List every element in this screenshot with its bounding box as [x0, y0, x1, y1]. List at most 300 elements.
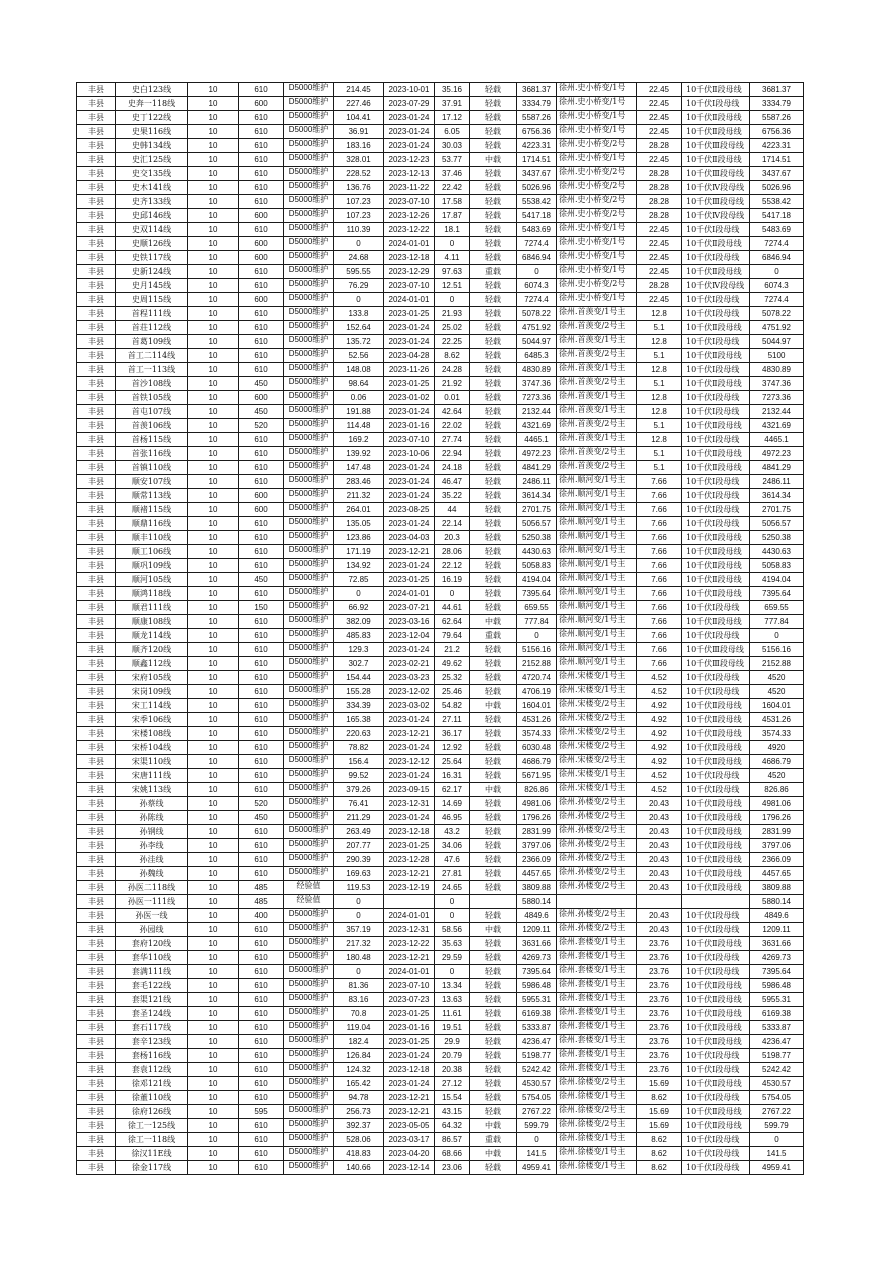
voltage-cell: 10 — [188, 811, 239, 825]
table-row — [77, 671, 804, 685]
load-rate-cell: 62.64 — [435, 615, 470, 629]
busbar-cell: 10千伏Ⅰ段母线 — [682, 223, 750, 237]
date-cell: 2023-01-25 — [384, 573, 435, 587]
table-row — [77, 321, 804, 335]
rated-current-cell: 610 — [239, 923, 284, 937]
load-status-cell: 轻载 — [470, 951, 517, 965]
load-status-cell: 轻载 — [470, 279, 517, 293]
transformer-load-cell: 22.45 — [637, 111, 682, 125]
voltage-cell: 10 — [188, 489, 239, 503]
load-status-cell: 中载 — [470, 153, 517, 167]
line-name-cell: 首程111线 — [116, 307, 188, 321]
table-row — [77, 125, 804, 139]
rated-current-cell: 610 — [239, 153, 284, 167]
load-rate-cell: 27.12 — [435, 1077, 470, 1091]
capacity-cell: 5198.77 — [750, 1049, 804, 1063]
available-capacity-cell: 777.84 — [517, 615, 557, 629]
county-cell: 丰县 — [77, 657, 116, 671]
county-cell: 丰县 — [77, 111, 116, 125]
capacity-cell: 5242.42 — [750, 1063, 804, 1077]
table-row — [77, 405, 804, 419]
max-current-cell: 191.88 — [334, 405, 384, 419]
max-current-cell: 104.41 — [334, 111, 384, 125]
voltage-cell: 10 — [188, 461, 239, 475]
capacity-cell: 141.5 — [750, 1147, 804, 1161]
load-rate-cell: 44 — [435, 503, 470, 517]
load-status-cell: 轻载 — [470, 377, 517, 391]
load-rate-cell: 27.81 — [435, 867, 470, 881]
available-capacity-cell: 4830.89 — [517, 363, 557, 377]
transformer-cell: 徐州.徐楼变/2号主 — [557, 1105, 637, 1119]
load-status-cell: 重载 — [470, 629, 517, 643]
county-cell: 丰县 — [77, 741, 116, 755]
table-row — [77, 111, 804, 125]
busbar-cell: 10千伏Ⅱ段母线 — [682, 125, 750, 139]
transformer-cell: 徐州.孙楼变/2号主 — [557, 839, 637, 853]
available-capacity-cell: 826.86 — [517, 783, 557, 797]
available-capacity-cell: 5955.31 — [517, 993, 557, 1007]
date-cell: 2023-12-26 — [384, 209, 435, 223]
date-cell: 2023-10-06 — [384, 447, 435, 461]
voltage-cell: 10 — [188, 209, 239, 223]
load-status-cell: 轻载 — [470, 97, 517, 111]
load-rate-cell: 15.54 — [435, 1091, 470, 1105]
voltage-cell: 10 — [188, 349, 239, 363]
transformer-cell: 徐州.顺河变/1号主 — [557, 489, 637, 503]
county-cell: 丰县 — [77, 825, 116, 839]
load-rate-cell: 44.61 — [435, 601, 470, 615]
county-cell: 丰县 — [77, 489, 116, 503]
transformer-load-cell: 23.76 — [637, 937, 682, 951]
max-current-cell: 140.66 — [334, 1161, 384, 1175]
load-rate-cell: 17.12 — [435, 111, 470, 125]
voltage-cell: 10 — [188, 825, 239, 839]
line-name-cell: 史齐133线 — [116, 195, 188, 209]
date-cell: 2023-01-25 — [384, 1035, 435, 1049]
county-cell: 丰县 — [77, 671, 116, 685]
date-cell: 2023-12-18 — [384, 825, 435, 839]
load-rate-cell: 27.11 — [435, 713, 470, 727]
max-current-cell: 214.45 — [334, 83, 384, 97]
date-cell: 2023-01-24 — [384, 517, 435, 531]
load-rate-cell: 35.22 — [435, 489, 470, 503]
busbar-cell: 10千伏Ⅱ段母线 — [682, 447, 750, 461]
transformer-cell: 徐州.史小桥变/1号 — [557, 237, 637, 251]
transformer-cell: 徐州.徐楼变/2号主 — [557, 1077, 637, 1091]
county-cell: 丰县 — [77, 209, 116, 223]
load-rate-cell: 37.46 — [435, 167, 470, 181]
load-rate-cell: 12.51 — [435, 279, 470, 293]
busbar-cell: 10千伏Ⅱ段母线 — [682, 853, 750, 867]
load-rate-cell: 18.1 — [435, 223, 470, 237]
available-capacity-cell: 3631.66 — [517, 937, 557, 951]
capacity-cell: 4830.89 — [750, 363, 804, 377]
load-status-cell: 轻载 — [470, 83, 517, 97]
max-current-cell: 99.52 — [334, 769, 384, 783]
transformer-load-cell: 22.45 — [637, 237, 682, 251]
available-capacity-cell: 5333.87 — [517, 1021, 557, 1035]
table-row — [77, 195, 804, 209]
county-cell: 丰县 — [77, 1161, 116, 1175]
load-status-cell: 轻载 — [470, 349, 517, 363]
load-rate-cell: 25.02 — [435, 321, 470, 335]
busbar-cell: 10千伏Ⅰ段母线 — [682, 475, 750, 489]
load-status-cell: 轻载 — [470, 937, 517, 951]
date-cell: 2023-10-01 — [384, 83, 435, 97]
rated-current-cell: 450 — [239, 405, 284, 419]
date-cell: 2023-12-04 — [384, 629, 435, 643]
capacity-cell: 3437.67 — [750, 167, 804, 181]
max-current-cell: 180.48 — [334, 951, 384, 965]
voltage-cell: 10 — [188, 293, 239, 307]
capacity-cell: 5156.16 — [750, 643, 804, 657]
county-cell: 丰县 — [77, 881, 116, 895]
capacity-cell: 3574.33 — [750, 727, 804, 741]
load-status-cell: 轻载 — [470, 139, 517, 153]
voltage-cell: 10 — [188, 153, 239, 167]
date-cell: 2023-12-21 — [384, 867, 435, 881]
capacity-cell: 7395.64 — [750, 587, 804, 601]
transformer-cell: 徐州.顺河变/1号主 — [557, 559, 637, 573]
load-status-cell: 轻载 — [470, 755, 517, 769]
capacity-cell: 5417.18 — [750, 209, 804, 223]
voltage-cell: 10 — [188, 1119, 239, 1133]
line-name-cell: 宋姚113线 — [116, 783, 188, 797]
load-status-cell: 轻载 — [470, 601, 517, 615]
busbar-cell: 10千伏Ⅱ段母线 — [682, 461, 750, 475]
max-current-cell: 220.63 — [334, 727, 384, 741]
transformer-load-cell: 4.92 — [637, 699, 682, 713]
rated-current-cell: 450 — [239, 573, 284, 587]
busbar-cell: 10千伏Ⅱ段母线 — [682, 573, 750, 587]
load-rate-cell: 24.28 — [435, 363, 470, 377]
load-rate-cell: 22.12 — [435, 559, 470, 573]
transformer-load-cell: 20.43 — [637, 881, 682, 895]
date-cell: 2023-07-10 — [384, 433, 435, 447]
line-name-cell: 顺常113线 — [116, 489, 188, 503]
table-row — [77, 559, 804, 573]
source-cell: D5000维护 — [284, 349, 334, 363]
county-cell: 丰县 — [77, 895, 116, 909]
county-cell: 丰县 — [77, 643, 116, 657]
table-row — [77, 419, 804, 433]
busbar-cell: 10千伏Ⅰ段母线 — [682, 503, 750, 517]
source-cell: D5000维护 — [284, 391, 334, 405]
rated-current-cell: 600 — [239, 293, 284, 307]
county-cell: 丰县 — [77, 867, 116, 881]
rated-current-cell: 610 — [239, 783, 284, 797]
county-cell: 丰县 — [77, 377, 116, 391]
table-row — [77, 475, 804, 489]
rated-current-cell: 610 — [239, 335, 284, 349]
available-capacity-cell: 4530.57 — [517, 1077, 557, 1091]
busbar-cell: 10千伏Ⅰ段母线 — [682, 1133, 750, 1147]
capacity-cell: 2767.22 — [750, 1105, 804, 1119]
voltage-cell: 10 — [188, 1105, 239, 1119]
voltage-cell: 10 — [188, 1063, 239, 1077]
transformer-load-cell: 20.43 — [637, 825, 682, 839]
voltage-cell: 10 — [188, 783, 239, 797]
load-status-cell: 轻载 — [470, 419, 517, 433]
table-row — [77, 825, 804, 839]
voltage-cell: 10 — [188, 363, 239, 377]
capacity-cell: 4520 — [750, 671, 804, 685]
capacity-cell: 5044.97 — [750, 335, 804, 349]
transformer-load-cell: 23.76 — [637, 1049, 682, 1063]
line-name-cell: 首葛109线 — [116, 335, 188, 349]
date-cell: 2023-01-24 — [384, 139, 435, 153]
voltage-cell: 10 — [188, 909, 239, 923]
county-cell: 丰县 — [77, 615, 116, 629]
busbar-cell: 10千伏Ⅰ段母线 — [682, 489, 750, 503]
capacity-cell: 5078.22 — [750, 307, 804, 321]
date-cell: 2023-01-24 — [384, 1077, 435, 1091]
source-cell: D5000维护 — [284, 1077, 334, 1091]
load-rate-cell: 4.11 — [435, 251, 470, 265]
line-name-cell: 孙园线 — [116, 923, 188, 937]
transformer-cell: 徐州.史小桥变/1号 — [557, 111, 637, 125]
load-rate-cell: 47.6 — [435, 853, 470, 867]
source-cell: D5000维护 — [284, 363, 334, 377]
rated-current-cell: 610 — [239, 1021, 284, 1035]
available-capacity-cell: 6074.3 — [517, 279, 557, 293]
load-rate-cell: 0 — [435, 293, 470, 307]
max-current-cell: 392.37 — [334, 1119, 384, 1133]
county-cell: 丰县 — [77, 321, 116, 335]
max-current-cell: 156.4 — [334, 755, 384, 769]
available-capacity-cell: 3574.33 — [517, 727, 557, 741]
transformer-load-cell: 28.28 — [637, 181, 682, 195]
county-cell: 丰县 — [77, 545, 116, 559]
busbar-cell: 10千伏Ⅱ段母线 — [682, 587, 750, 601]
max-current-cell: 133.8 — [334, 307, 384, 321]
table-row — [77, 1021, 804, 1035]
capacity-cell: 2831.99 — [750, 825, 804, 839]
table-row — [77, 447, 804, 461]
available-capacity-cell: 4686.79 — [517, 755, 557, 769]
date-cell: 2023-07-29 — [384, 97, 435, 111]
rated-current-cell: 610 — [239, 545, 284, 559]
rated-current-cell: 610 — [239, 139, 284, 153]
busbar-cell: 10千伏Ⅱ段母线 — [682, 153, 750, 167]
voltage-cell: 10 — [188, 559, 239, 573]
max-current-cell: 0 — [334, 909, 384, 923]
transformer-cell: 徐州.套楼变/1号主 — [557, 937, 637, 951]
source-cell: D5000维护 — [284, 405, 334, 419]
load-status-cell: 轻载 — [470, 237, 517, 251]
line-name-cell: 宋楼108线 — [116, 727, 188, 741]
line-name-cell: 首杨115线 — [116, 433, 188, 447]
transformer-load-cell: 23.76 — [637, 965, 682, 979]
date-cell: 2023-03-17 — [384, 1133, 435, 1147]
transformer-load-cell: 8.62 — [637, 1133, 682, 1147]
transformer-load-cell: 22.45 — [637, 125, 682, 139]
capacity-cell: 5754.05 — [750, 1091, 804, 1105]
table-row — [77, 335, 804, 349]
load-rate-cell: 22.25 — [435, 335, 470, 349]
transformer-cell: 徐州.顺河变/1号主 — [557, 601, 637, 615]
load-rate-cell: 20.38 — [435, 1063, 470, 1077]
transformer-cell: 徐州.徐楼变/1号主 — [557, 1133, 637, 1147]
transformer-load-cell: 8.62 — [637, 1161, 682, 1175]
county-cell: 丰县 — [77, 307, 116, 321]
source-cell: D5000维护 — [284, 1147, 334, 1161]
load-rate-cell: 16.31 — [435, 769, 470, 783]
busbar-cell: 10千伏Ⅱ段母线 — [682, 349, 750, 363]
source-cell: D5000维护 — [284, 335, 334, 349]
voltage-cell: 10 — [188, 125, 239, 139]
transformer-cell: 徐州.宋楼变/2号主 — [557, 727, 637, 741]
transformer-load-cell: 4.92 — [637, 755, 682, 769]
transformer-cell: 徐州.史小桥变/1号 — [557, 125, 637, 139]
voltage-cell: 10 — [188, 265, 239, 279]
date-cell: 2023-01-02 — [384, 391, 435, 405]
line-name-cell: 首镇110线 — [116, 461, 188, 475]
busbar-cell: 10千伏Ⅰ段母线 — [682, 363, 750, 377]
busbar-cell: 10千伏Ⅱ段母线 — [682, 741, 750, 755]
load-status-cell: 轻载 — [470, 111, 517, 125]
transformer-load-cell: 28.28 — [637, 139, 682, 153]
date-cell: 2023-03-02 — [384, 699, 435, 713]
date-cell: 2023-07-10 — [384, 279, 435, 293]
load-rate-cell: 21.93 — [435, 307, 470, 321]
capacity-cell: 3334.79 — [750, 97, 804, 111]
source-cell: D5000维护 — [284, 489, 334, 503]
source-cell: D5000维护 — [284, 853, 334, 867]
transformer-cell: 徐州.顺河变/1号主 — [557, 573, 637, 587]
load-status-cell: 轻载 — [470, 209, 517, 223]
table-row — [77, 741, 804, 755]
transformer-load-cell: 7.66 — [637, 545, 682, 559]
busbar-cell: 10千伏Ⅰ段母线 — [682, 685, 750, 699]
voltage-cell: 10 — [188, 727, 239, 741]
busbar-cell: 10千伏Ⅰ段母线 — [682, 1063, 750, 1077]
transformer-cell: 徐州.徐楼变/2号主 — [557, 1119, 637, 1133]
transformer-load-cell: 7.66 — [637, 517, 682, 531]
available-capacity-cell: 3614.34 — [517, 489, 557, 503]
busbar-cell: 10千伏Ⅱ段母线 — [682, 1077, 750, 1091]
source-cell: D5000维护 — [284, 979, 334, 993]
line-name-cell: 宋季106线 — [116, 713, 188, 727]
transformer-cell: 徐州.孙楼变/2号主 — [557, 881, 637, 895]
load-status-cell: 轻载 — [470, 545, 517, 559]
county-cell: 丰县 — [77, 167, 116, 181]
capacity-cell: 4686.79 — [750, 755, 804, 769]
date-cell: 2023-11-26 — [384, 363, 435, 377]
county-cell: 丰县 — [77, 349, 116, 363]
table-row — [77, 433, 804, 447]
county-cell: 丰县 — [77, 727, 116, 741]
capacity-cell: 4223.31 — [750, 139, 804, 153]
transformer-cell: 徐州.孙楼变/2号主 — [557, 909, 637, 923]
source-cell: D5000维护 — [284, 867, 334, 881]
max-current-cell: 183.16 — [334, 139, 384, 153]
capacity-cell: 3614.34 — [750, 489, 804, 503]
available-capacity-cell: 4841.29 — [517, 461, 557, 475]
transformer-cell: 徐州.宋楼变/2号主 — [557, 713, 637, 727]
load-rate-cell: 17.87 — [435, 209, 470, 223]
date-cell: 2023-12-12 — [384, 755, 435, 769]
source-cell: 经验值 — [284, 895, 334, 909]
line-name-cell: 孙医一111线 — [116, 895, 188, 909]
transformer-load-cell: 15.69 — [637, 1077, 682, 1091]
date-cell: 2023-12-18 — [384, 251, 435, 265]
line-name-cell: 徐金117线 — [116, 1161, 188, 1175]
transformer-cell: 徐州.顺河变/1号主 — [557, 503, 637, 517]
source-cell: D5000维护 — [284, 545, 334, 559]
transformer-cell: 徐州.史小桥变/1号 — [557, 251, 637, 265]
max-current-cell: 207.77 — [334, 839, 384, 853]
rated-current-cell: 610 — [239, 1119, 284, 1133]
source-cell: D5000维护 — [284, 419, 334, 433]
county-cell: 丰县 — [77, 153, 116, 167]
table-row — [77, 279, 804, 293]
available-capacity-cell: 4959.41 — [517, 1161, 557, 1175]
available-capacity-cell: 4321.69 — [517, 419, 557, 433]
load-rate-cell: 25.64 — [435, 755, 470, 769]
max-current-cell: 169.63 — [334, 867, 384, 881]
table-row — [77, 181, 804, 195]
date-cell: 2023-07-21 — [384, 601, 435, 615]
line-name-cell: 顺鑫112线 — [116, 657, 188, 671]
load-status-cell: 轻载 — [470, 1063, 517, 1077]
voltage-cell: 10 — [188, 391, 239, 405]
rated-current-cell: 610 — [239, 1035, 284, 1049]
transformer-load-cell: 23.76 — [637, 1063, 682, 1077]
source-cell: D5000维护 — [284, 279, 334, 293]
rated-current-cell: 610 — [239, 685, 284, 699]
voltage-cell: 10 — [188, 307, 239, 321]
voltage-cell: 10 — [188, 881, 239, 895]
capacity-cell: 659.55 — [750, 601, 804, 615]
date-cell: 2023-01-25 — [384, 1007, 435, 1021]
available-capacity-cell: 1796.26 — [517, 811, 557, 825]
table-row — [77, 1161, 804, 1175]
transformer-cell: 徐州.宋楼变/1号主 — [557, 783, 637, 797]
busbar-cell: 10千伏Ⅱ段母线 — [682, 979, 750, 993]
county-cell: 丰县 — [77, 699, 116, 713]
table-row — [77, 363, 804, 377]
transformer-cell: 徐州.首羡变/2号主 — [557, 321, 637, 335]
county-cell: 丰县 — [77, 713, 116, 727]
source-cell: D5000维护 — [284, 1021, 334, 1035]
line-name-cell: 孙李线 — [116, 839, 188, 853]
available-capacity-cell: 1209.11 — [517, 923, 557, 937]
busbar-cell: 10千伏Ⅰ段母线 — [682, 251, 750, 265]
rated-current-cell: 610 — [239, 1091, 284, 1105]
transformer-load-cell: 8.62 — [637, 1091, 682, 1105]
date-cell: 2023-12-29 — [384, 265, 435, 279]
load-status-cell: 轻载 — [470, 811, 517, 825]
available-capacity-cell: 6169.38 — [517, 1007, 557, 1021]
transformer-cell: 徐州.孙楼变/2号主 — [557, 797, 637, 811]
available-capacity-cell: 4706.19 — [517, 685, 557, 699]
table-body — [77, 83, 804, 1175]
transformer-load-cell: 7.66 — [637, 475, 682, 489]
county-cell: 丰县 — [77, 951, 116, 965]
transformer-load-cell: 7.66 — [637, 489, 682, 503]
busbar-cell: 10千伏Ⅱ段母线 — [682, 727, 750, 741]
county-cell: 丰县 — [77, 1147, 116, 1161]
table-row — [77, 895, 804, 909]
line-name-cell: 徐董110线 — [116, 1091, 188, 1105]
available-capacity-cell: 5242.42 — [517, 1063, 557, 1077]
table-row — [77, 965, 804, 979]
transformer-load-cell: 20.43 — [637, 853, 682, 867]
busbar-cell: 10千伏Ⅰ段母线 — [682, 97, 750, 111]
voltage-cell: 10 — [188, 167, 239, 181]
line-name-cell: 史木141线 — [116, 181, 188, 195]
